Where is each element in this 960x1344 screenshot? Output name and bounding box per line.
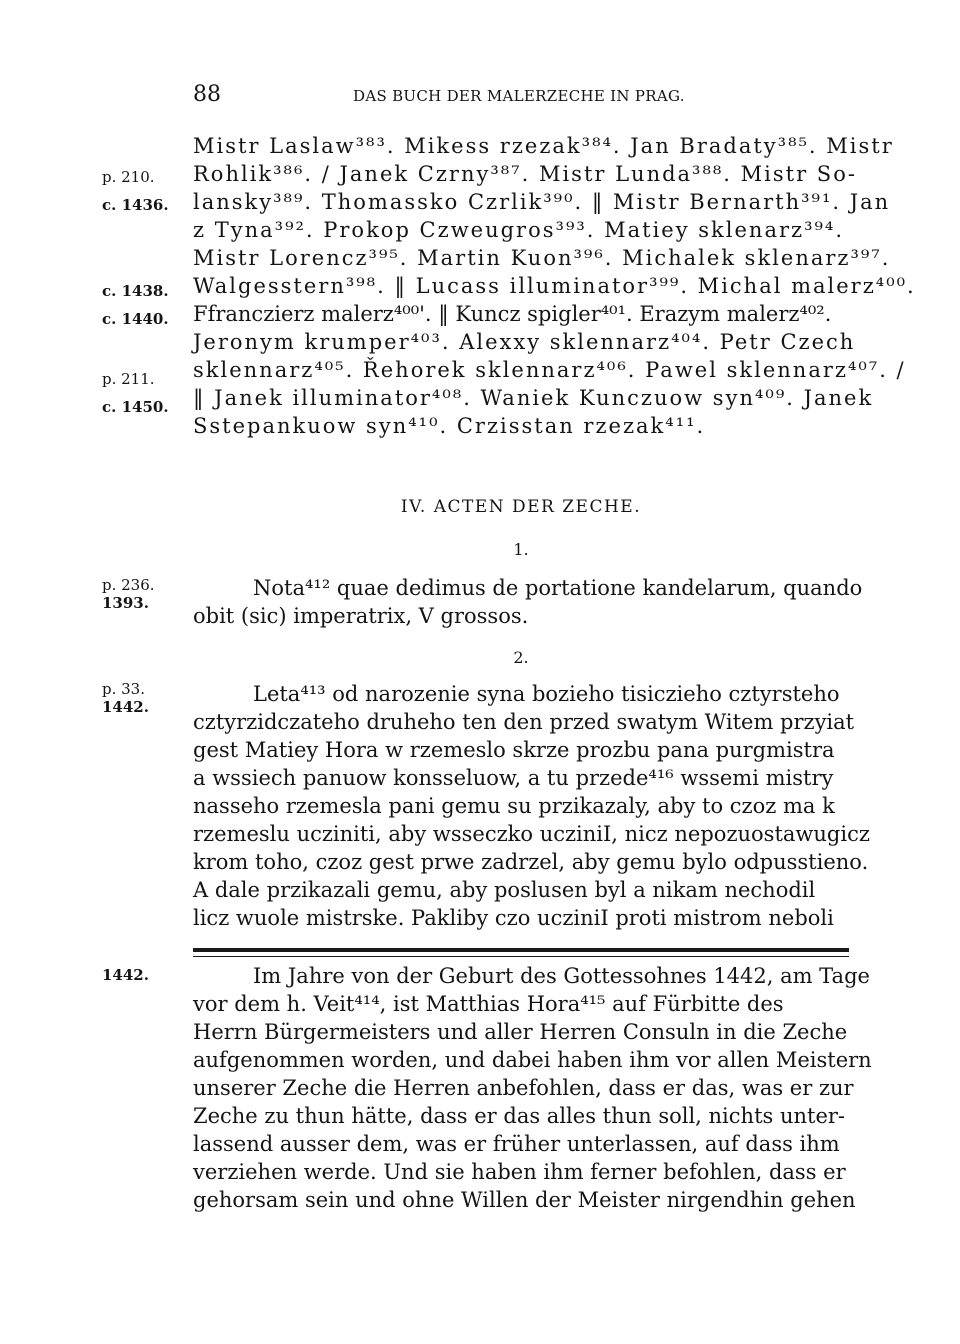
- text-line: z Tyna³⁹². Prokop Czweugros³⁹³. Matiey sklenarz³⁹⁴.: [193, 218, 844, 242]
- margin-note: p. 236.: [102, 576, 155, 594]
- margin-note: p. 33.: [102, 680, 145, 698]
- text-line: krom toho, czoz gest prwe zadrzel, aby gemu bylo odpusstieno.: [193, 850, 869, 874]
- text-line: verziehen werde. Und sie haben ihm ferner befohlen, dass er: [193, 1160, 846, 1184]
- text-line: A dale przikazali gemu, aby poslusen byl a nikam nechodil: [193, 878, 816, 902]
- text-line: Mistr Laslaw³⁸³. Mikess rzezak³⁸⁴. Jan Bradaty³⁸⁵. Mistr: [193, 134, 894, 158]
- text-line: rzemeslu ucziniti, aby wsseczko ucziniI, nicz nepozuostawugicz: [193, 822, 870, 846]
- document-number: 2.: [513, 648, 529, 667]
- margin-note: 1442.: [102, 966, 149, 984]
- divider-rule: [193, 948, 849, 952]
- text-line: a wssiech panuow konsseluow, a tu przede⁴¹⁶ wssemi mistry: [193, 766, 834, 790]
- text-line: Ffranczierz malerz⁴⁰⁰'. ‖ Kuncz spigler⁴⁰¹. Erazym malerz⁴⁰².: [193, 302, 832, 326]
- text-line: ‖ Janek illuminator⁴⁰⁸. Waniek Kunczuow syn⁴⁰⁹. Janek: [193, 386, 874, 410]
- page-number: 88: [193, 82, 221, 107]
- text-line: Sstepankuow syn⁴¹⁰. Crzisstan rzezak⁴¹¹.: [193, 414, 706, 438]
- text-line: Im Jahre von der Geburt des Gottessohnes 1442, am Tage: [253, 964, 870, 988]
- text-line: Leta⁴¹³ od narozenie syna bozieho tisiczieho cztyrsteho: [253, 682, 840, 706]
- text-line: sklennarz⁴⁰⁵. Řehorek sklennarz⁴⁰⁶. Pawel sklennarz⁴⁰⁷. /: [193, 358, 906, 382]
- text-line: lansky³⁸⁹. Thomassko Czrlik³⁹⁰. ‖ Mistr Bernarth³⁹¹. Jan: [193, 190, 891, 214]
- text-line: Mistr Lorencz³⁹⁵. Martin Kuon³⁹⁶. Michalek sklenarz³⁹⁷.: [193, 246, 891, 270]
- text-line: cztyrzidczateho druheho ten den przed swatym Witem przyiat: [193, 710, 855, 734]
- margin-note: c. 1438.: [102, 282, 169, 300]
- text-line: unserer Zeche die Herren anbefohlen, dass er das, was er zur: [193, 1076, 854, 1100]
- divider-rule: [193, 956, 849, 957]
- text-line: Nota⁴¹² quae dedimus de portatione kandelarum, quando: [253, 576, 863, 600]
- running-head-title: DAS BUCH DER MALERZECHE IN PRAG.: [353, 87, 685, 105]
- margin-note: p. 211.: [102, 370, 155, 388]
- margin-note: p. 210.: [102, 168, 155, 186]
- text-line: vor dem h. Veit⁴¹⁴, ist Matthias Hora⁴¹⁵ auf Fürbitte des: [193, 992, 784, 1016]
- text-line: Jeronym krumper⁴⁰³. Alexxy sklennarz⁴⁰⁴. Petr Czech: [193, 330, 856, 354]
- text-line: gehorsam sein und ohne Willen der Meister nirgendhin gehen: [193, 1188, 856, 1212]
- text-line: nasseho rzemesla pani gemu su przikazaly, aby to czoz ma k: [193, 794, 835, 818]
- margin-note: c. 1436.: [102, 196, 169, 214]
- margin-note: 1393.: [102, 594, 149, 612]
- text-line: Zeche zu thun hätte, dass er das alles thun soll, nichts unter-: [193, 1104, 846, 1128]
- text-line: lassend ausser dem, was er früher unterlassen, auf dass ihm: [193, 1132, 840, 1156]
- running-head: [193, 82, 849, 112]
- text-line: licz wuole mistrske. Pakliby czo ucziniI proti mistrom neboli: [193, 906, 834, 930]
- margin-note: c. 1440.: [102, 310, 169, 328]
- margin-note: c. 1450.: [102, 398, 169, 416]
- document-number: 1.: [513, 540, 529, 559]
- text-line: aufgenommen worden, und dabei haben ihm vor allen Meistern: [193, 1048, 872, 1072]
- text-line: gest Matiey Hora w rzemeslo skrze prozbu pana purgmistra: [193, 738, 835, 762]
- text-line: Rohlik³⁸⁶. / Janek Czrny³⁸⁷. Mistr Lunda³⁸⁸. Mistr So-: [193, 162, 857, 186]
- text-line: obit (sic) imperatrix, V grossos.: [193, 604, 529, 628]
- section-heading: IV. ACTEN DER ZECHE.: [400, 497, 642, 517]
- margin-note: 1442.: [102, 698, 149, 716]
- text-line: Herrn Bürgermeisters und aller Herren Consuln in die Zeche: [193, 1020, 848, 1044]
- text-line: Walgesstern³⁹⁸. ‖ Lucass illuminator³⁹⁹. Michal malerz⁴⁰⁰.: [193, 274, 916, 298]
